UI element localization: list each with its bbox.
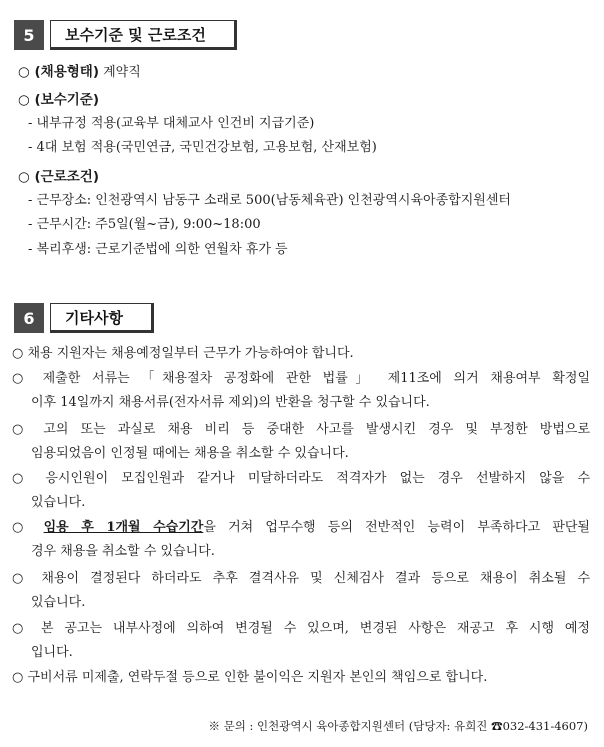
employment-type-value: 계약직 bbox=[98, 65, 141, 80]
note-5-line-1 bbox=[12, 519, 590, 537]
section-5-header bbox=[14, 20, 237, 50]
note-5-rest: 을 거쳐 업무수행 등의 전반적인 능력이 부족하다고 판단될 bbox=[203, 520, 590, 535]
contact-footer: ※ 문의 : 인천광역시 육아종합지원센터 (담당자: 유희진 ☎032-431-4607) bbox=[208, 719, 588, 733]
work-head: ○ (근로조건) bbox=[18, 169, 99, 185]
employment-type bbox=[18, 63, 604, 82]
note-6-line-1: ○ 채용이 결정된다 하더라도 추후 결격사유 및 신체검사 결과 등으로 채용이 취소될 수 bbox=[12, 571, 590, 586]
work-item-3: - 복리후생: 근로기준법에 의한 연월차 휴가 등 bbox=[28, 242, 288, 257]
note-6-line-2: 있습니다. bbox=[31, 595, 86, 610]
note-7-line-1: ○ 본 공고는 내부사정에 의하여 변경될 수 있으며, 변경된 사항은 재공고 후 시행 예정 bbox=[12, 621, 590, 636]
note-5-bullet: ○ bbox=[12, 520, 44, 535]
pay-item-2: - 4대 보험 적용(국민연금, 국민건강보험, 고용보험, 산재보험) bbox=[28, 140, 377, 155]
note-4-line-1: ○ 응시인원이 모집인원과 같거나 미달하더라도 적격자가 없는 경우 선발하지 않을 수 bbox=[12, 471, 590, 486]
section-5-title: 보수기준 및 근로조건 bbox=[50, 20, 237, 50]
note-1: ○ 채용 지원자는 채용예정일부터 근무가 가능하여야 합니다. bbox=[12, 346, 354, 361]
section-6-header bbox=[14, 303, 154, 333]
employment-type-head: ○ (채용형태) bbox=[18, 64, 99, 80]
section-5-number: 5 bbox=[14, 20, 44, 50]
section-6-title: 기타사항 bbox=[50, 303, 154, 333]
note-2-line-2: 이후 14일까지 채용서류(전자서류 제외)의 반환을 청구할 수 있습니다. bbox=[31, 395, 430, 410]
pay-item-1: - 내부규정 적용(교육부 대체교사 인건비 지급기준) bbox=[28, 116, 315, 131]
note-7-line-2: 입니다. bbox=[31, 645, 73, 660]
work-item-2: - 근무시간: 주5일(월~금), 9:00~18:00 bbox=[28, 217, 261, 232]
probation-period-emphasis: 임용 후 1개월 수습기간 bbox=[43, 520, 204, 535]
section-6-number: 6 bbox=[14, 303, 44, 333]
note-3-line-2: 임용되었음이 인정될 때에는 채용을 취소할 수 있습니다. bbox=[31, 446, 349, 461]
note-5-line-2: 경우 채용을 취소할 수 있습니다. bbox=[31, 544, 215, 559]
work-item-1: - 근무장소: 인천광역시 남동구 소래로 500(남동체육관) 인천광역시육아종합지원센터 bbox=[28, 193, 511, 208]
note-2-line-1: ○ 제출한 서류는 「채용절차 공정화에 관한 법률」 제11조에 의거 채용여부 확정일 bbox=[12, 371, 590, 386]
note-8: ○ 구비서류 미제출, 연락두절 등으로 인한 불이익은 지원자 본인의 책임으로 합니다. bbox=[12, 670, 488, 685]
pay-head: ○ (보수기준) bbox=[18, 92, 99, 108]
note-3-line-1: ○ 고의 또는 과실로 채용 비리 등 중대한 사고를 발생시킨 경우 및 부정한 방법으로 bbox=[12, 422, 590, 437]
note-4-line-2: 있습니다. bbox=[31, 495, 86, 510]
